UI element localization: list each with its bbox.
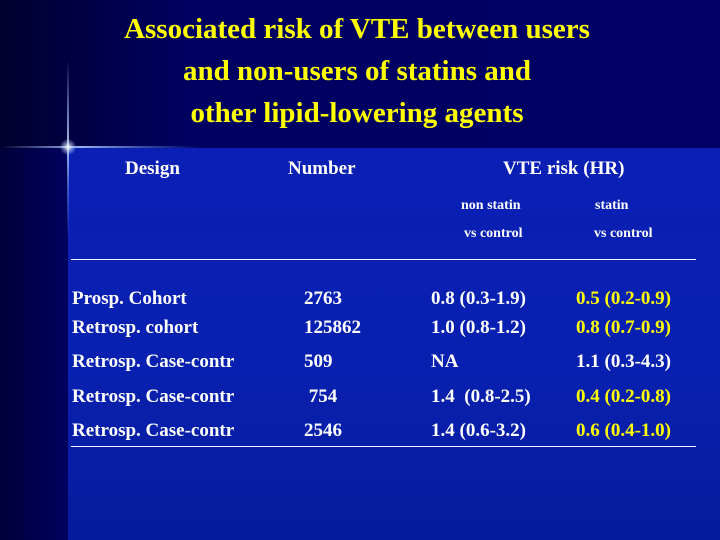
row-number: 509: [304, 351, 333, 372]
row-design: Prosp. Cohort: [72, 288, 187, 309]
row-design: Retrosp. Case-contr: [72, 351, 235, 372]
subheader-statin-line2: vs control: [594, 226, 653, 241]
row-design: Retrosp. Case-contr: [72, 420, 235, 441]
row-number: 125862: [304, 317, 361, 338]
header-design: Design: [125, 158, 180, 179]
row-non-statin-hr: 1.0 (0.8-1.2): [431, 317, 526, 338]
header-vte-risk: VTE risk (HR): [503, 158, 625, 179]
background-left-band: [0, 148, 68, 540]
title-line-3: other lipid-lowering agents: [190, 97, 524, 129]
row-non-statin-hr: 1.4 (0.6-3.2): [431, 420, 526, 441]
decorative-horizontal-line: [0, 146, 200, 148]
subheader-non-statin-line1: non statin: [461, 198, 521, 213]
row-design: Retrosp. Case-contr: [72, 386, 235, 407]
title-line-1: Associated risk of VTE between users: [124, 13, 590, 45]
row-statin-hr: 0.6 (0.4-1.0): [576, 420, 671, 441]
row-statin-hr: 1.1 (0.3-4.3): [576, 351, 671, 372]
subheader-statin-line1: statin: [595, 198, 629, 213]
header-divider: [71, 259, 696, 260]
header-number: Number: [288, 158, 356, 179]
row-number: 754: [304, 386, 338, 407]
row-statin-hr: 0.8 (0.7-0.9): [576, 317, 671, 338]
row-statin-hr: 0.5 (0.2-0.9): [576, 288, 671, 309]
light-flare-icon: [60, 139, 76, 155]
row-non-statin-hr: 0.8 (0.3-1.9): [431, 288, 526, 309]
table-bottom-rule: [71, 446, 696, 447]
row-number: 2546: [304, 420, 342, 441]
row-non-statin-hr: NA: [431, 351, 459, 372]
row-number: 2763: [304, 288, 342, 309]
row-non-statin-hr: 1.4 (0.8-2.5): [431, 386, 531, 407]
row-design: Retrosp. cohort: [72, 317, 199, 338]
subheader-non-statin-line2: vs control: [464, 226, 523, 241]
slide-title: [0, 8, 714, 134]
title-line-2: and non-users of statins and: [182, 55, 532, 87]
row-statin-hr: 0.4 (0.2-0.8): [576, 386, 671, 407]
